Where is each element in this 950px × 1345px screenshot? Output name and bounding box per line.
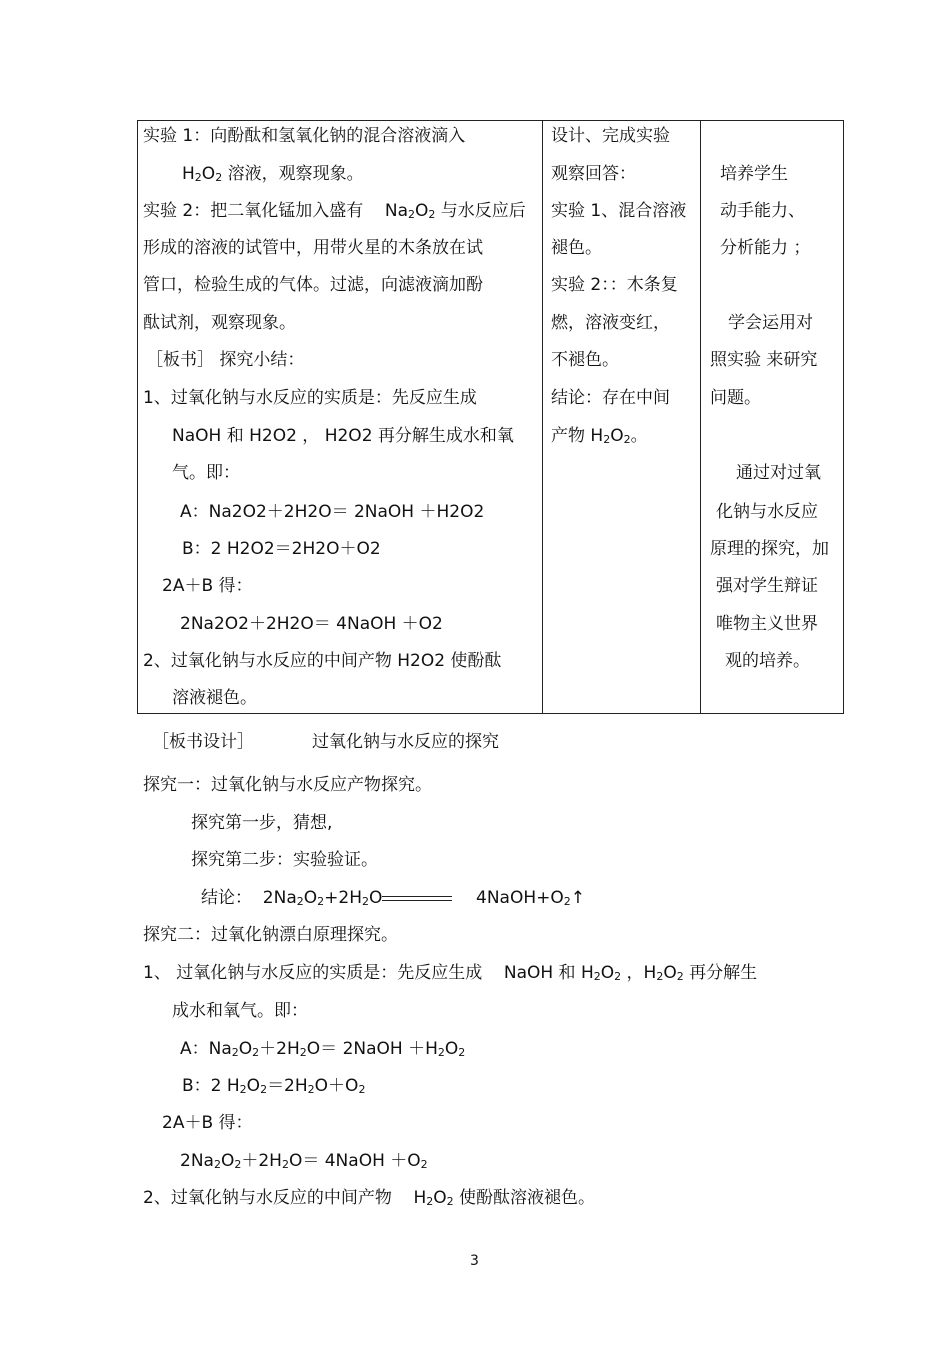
student-activity-line: 观察回答： [551, 164, 636, 184]
principle-item-2: 2、过氧化钠与水反应的中间产物 $H_2O_2$ 使酚酞溶液褪色。 [143, 1188, 596, 1208]
summary-item-1: 1、过氧化钠与水反应的实质是：先反应生成 [143, 388, 477, 408]
design-intent-line: 培养学生 [720, 164, 788, 184]
student-activity-line: 结论：存在中间 [551, 388, 670, 408]
summary-item-1-cont: NaOH 和 H2O2 ， H2O2 再分解生成水和氧 [172, 426, 514, 446]
student-activity-line: 不褪色。 [551, 350, 619, 370]
design-intent-line: 学会运用对 [728, 313, 813, 333]
table-column-divider [542, 120, 543, 714]
design-intent-line: 照实验 来研究 [710, 350, 818, 370]
inquiry-one: 探究一：过氧化钠与水反应产物探究。 [143, 775, 432, 795]
design-intent-line: 原理的探究，加 [710, 539, 829, 559]
design-intent-line: 分析能力 ； [720, 238, 811, 258]
principle-item-1: 1、 过氧化钠与水反应的实质是：先反应生成 NaOH 和 $H_2O_2$ ，$H_2O_2$ 再分解生 [143, 963, 758, 983]
design-intent-line: 问题。 [710, 388, 761, 408]
design-equation-b: B：2 $H_2O_2=2H_2O+O_2$ [182, 1076, 366, 1096]
equation-combined-label: 2A＋B 得： [162, 576, 253, 596]
student-activity-line: 燃，溶液变红， [551, 313, 670, 333]
design-equation-a: A：$Na_2O_2+2H_2O=$ 2NaOH $+H_2O_2$ [180, 1039, 466, 1059]
inquiry-one-step-2: 探究第二步：实验验证。 [191, 850, 378, 870]
summary-item-2: 2、过氧化钠与水反应的中间产物 H2O2 使酚酞 [143, 651, 502, 671]
board-design-heading: ［板书设计］ [152, 732, 254, 752]
reaction-arrow-line [382, 896, 452, 901]
equation-b: B：2 H2O2＝2H2O＋O2 [182, 539, 381, 559]
exp1-line: 实验 1：向酚酞和氢氧化钠的混合溶液滴入 [143, 126, 466, 146]
student-activity-line: 褪色。 [551, 238, 602, 258]
exp1-line-2: $H_2O_2$ 溶液，观察现象。 [182, 164, 364, 184]
page-number: 3 [470, 1253, 479, 1269]
summary-item-2-cont: 溶液褪色。 [172, 688, 257, 708]
principle-item-1-cont: 成水和氧气。即： [172, 1001, 308, 1021]
design-intent-line: 唯物主义世界 [716, 614, 818, 634]
design-intent-line: 通过对过氧 [736, 463, 821, 483]
table-column-divider [700, 120, 701, 714]
design-intent-line: 强对学生辩证 [716, 576, 818, 596]
equation-a: A：Na2O2＋2H2O＝ 2NaOH ＋H2O2 [180, 502, 485, 522]
design-intent-line: 动手能力、 [720, 201, 805, 221]
exp2-line-3: 管口，检验生成的气体。过滤，向滤液滴加酚 [143, 275, 483, 295]
student-activity-line: 实验 2：：木条复 [551, 275, 678, 295]
inquiry-two: 探究二：过氧化钠漂白原理探究。 [143, 925, 398, 945]
design-equation-sum: $2Na_2O_2+2H_2O=$ 4NaOH $+O_2$ [180, 1151, 428, 1171]
board-design-title: 过氧化钠与水反应的探究 [312, 732, 499, 752]
design-equation-combined-label: 2A＋B 得： [162, 1113, 253, 1133]
design-intent-line: 化钠与水反应 [716, 502, 818, 522]
summary-item-1-cont: 气。即： [172, 463, 240, 483]
design-intent-line: 观的培养。 [725, 651, 810, 671]
student-activity-line: 设计、完成实验 [551, 126, 670, 146]
inquiry-one-conclusion: 结论： $2Na_2O_2+2H_2O$ $4NaOH+O_2↑$ [201, 888, 586, 908]
student-activity-line: 实验 1、混合溶液 [551, 201, 687, 221]
equation-sum: 2Na2O2＋2H2O＝ 4NaOH ＋O2 [180, 614, 443, 634]
student-activity-line: 产物 $H_2O_2$。 [551, 426, 648, 446]
board-summary-label: ［板书］ 探究小结： [146, 350, 305, 370]
exp2-line: 实验 2：把二氧化锰加入盛有 $Na_2O_2$ 与水反应后 [143, 201, 526, 221]
exp2-line-4: 酞试剂，观察现象。 [143, 313, 296, 333]
exp2-line-2: 形成的溶液的试管中，用带火星的木条放在试 [143, 238, 483, 258]
inquiry-one-step-1: 探究第一步，猜想, [191, 813, 333, 833]
